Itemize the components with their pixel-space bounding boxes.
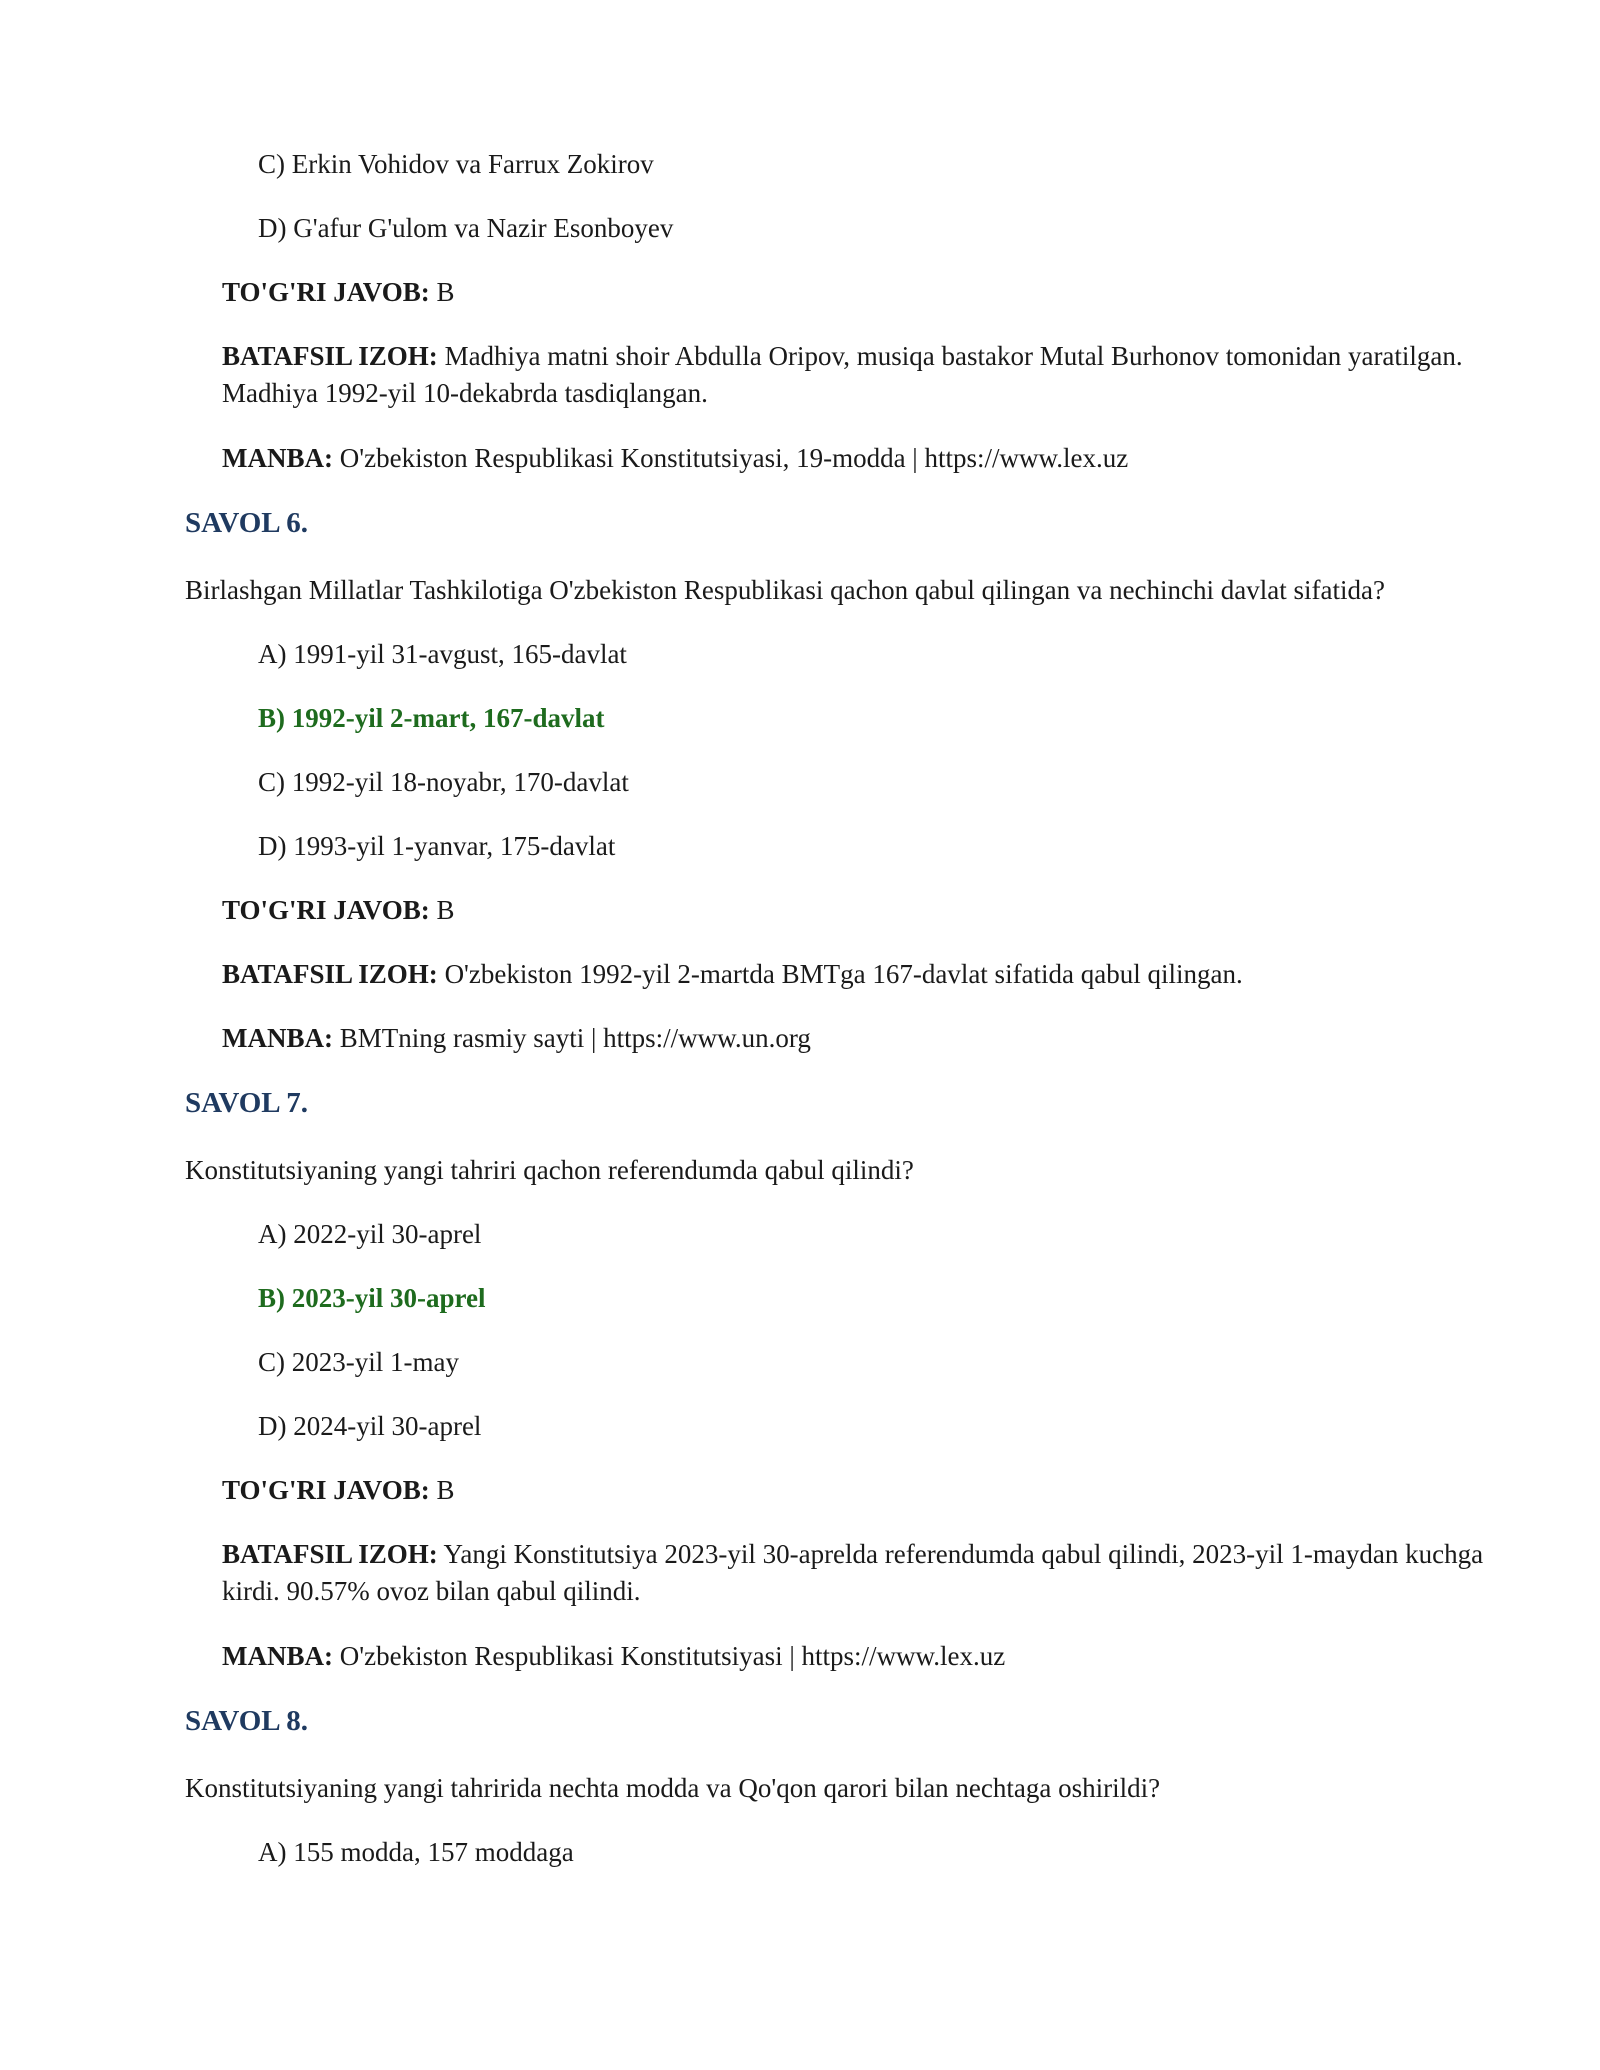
explanation-text: Yangi Konstitutsiya 2023-yil 30-aprelda referendumda qabul qilindi, 2023-yil 1-maydan kuchga kirdi. 90.57% ovoz bilan qabul qilindi. — [222, 1539, 1484, 1606]
answer-value: B — [429, 895, 455, 925]
q6-option-d: D) 1993-yil 1-yanvar, 175-davlat — [258, 831, 616, 861]
q6-option-a: A) 1991-yil 31-avgust, 165-davlat — [258, 639, 627, 669]
explanation-text: O'zbekiston 1992-yil 2-martda BMTga 167-davlat sifatida qabul qilingan. — [437, 959, 1243, 989]
q6-source — [222, 1020, 1512, 1057]
answer-label: TO'G'RI JAVOB: — [222, 1475, 430, 1505]
explanation-text: Madhiya matni shoir Abdulla Oripov, musiqa bastakor Mutal Burhonov tomonidan yaratilgan. Madhiya 1992-yil 10-dekabrda tasdiqlangan. — [222, 341, 1463, 408]
source-label: MANBA: — [222, 443, 333, 473]
explanation-label: BATAFSIL IZOH: — [222, 341, 438, 371]
q5-option-d: D) G'afur G'ulom va Nazir Esonboyev — [258, 213, 674, 243]
q8-option-a: A) 155 modda, 157 moddaga — [258, 1837, 574, 1867]
q8-question: Konstitutsiyaning yangi tahririda nechta modda va Qo'qon qarori bilan nechtaga oshirildi? — [185, 1773, 1161, 1803]
q7-heading: SAVOL 7. — [185, 1087, 308, 1119]
q6-heading: SAVOL 6. — [185, 507, 308, 539]
q6-question: Birlashgan Millatlar Tashkilotiga O'zbekiston Respublikasi qachon qabul qilingan va nechinchi davlat sifatida? — [185, 575, 1385, 605]
explanation-label: BATAFSIL IZOH: — [222, 1539, 438, 1569]
answer-label: TO'G'RI JAVOB: — [222, 895, 430, 925]
q5-option-c: C) Erkin Vohidov va Farrux Zokirov — [258, 149, 654, 179]
answer-value: B — [429, 1475, 455, 1505]
source-text: O'zbekiston Respublikasi Konstitutsiyasi, 19-modda | https://www.lex.uz — [332, 443, 1129, 473]
source-text: BMTning rasmiy sayti | https://www.un.org — [332, 1023, 811, 1053]
source-label: MANBA: — [222, 1641, 333, 1671]
q6-option-b-correct: B) 1992-yil 2-mart, 167-davlat — [258, 703, 605, 733]
q7-option-b-correct: B) 2023-yil 30-aprel — [258, 1283, 486, 1313]
answer-value: B — [429, 277, 455, 307]
q5-source — [222, 440, 1512, 477]
answer-label: TO'G'RI JAVOB: — [222, 277, 430, 307]
q5-explanation — [222, 338, 1512, 412]
q5-answer — [222, 274, 1512, 311]
explanation-label: BATAFSIL IZOH: — [222, 959, 438, 989]
q8-heading: SAVOL 8. — [185, 1705, 308, 1737]
q7-option-a: A) 2022-yil 30-aprel — [258, 1219, 482, 1249]
q7-option-d: D) 2024-yil 30-aprel — [258, 1411, 482, 1441]
q7-question: Konstitutsiyaning yangi tahriri qachon referendumda qabul qilindi? — [185, 1155, 914, 1185]
q7-source — [222, 1638, 1512, 1675]
q6-explanation — [222, 956, 1512, 993]
q7-option-c: C) 2023-yil 1-may — [258, 1347, 459, 1377]
source-label: MANBA: — [222, 1023, 333, 1053]
q7-explanation — [222, 1536, 1512, 1610]
q7-answer — [222, 1472, 1512, 1509]
q6-option-c: C) 1992-yil 18-noyabr, 170-davlat — [258, 767, 629, 797]
q6-answer — [222, 892, 1512, 929]
source-text: O'zbekiston Respublikasi Konstitutsiyasi | https://www.lex.uz — [332, 1641, 1006, 1671]
